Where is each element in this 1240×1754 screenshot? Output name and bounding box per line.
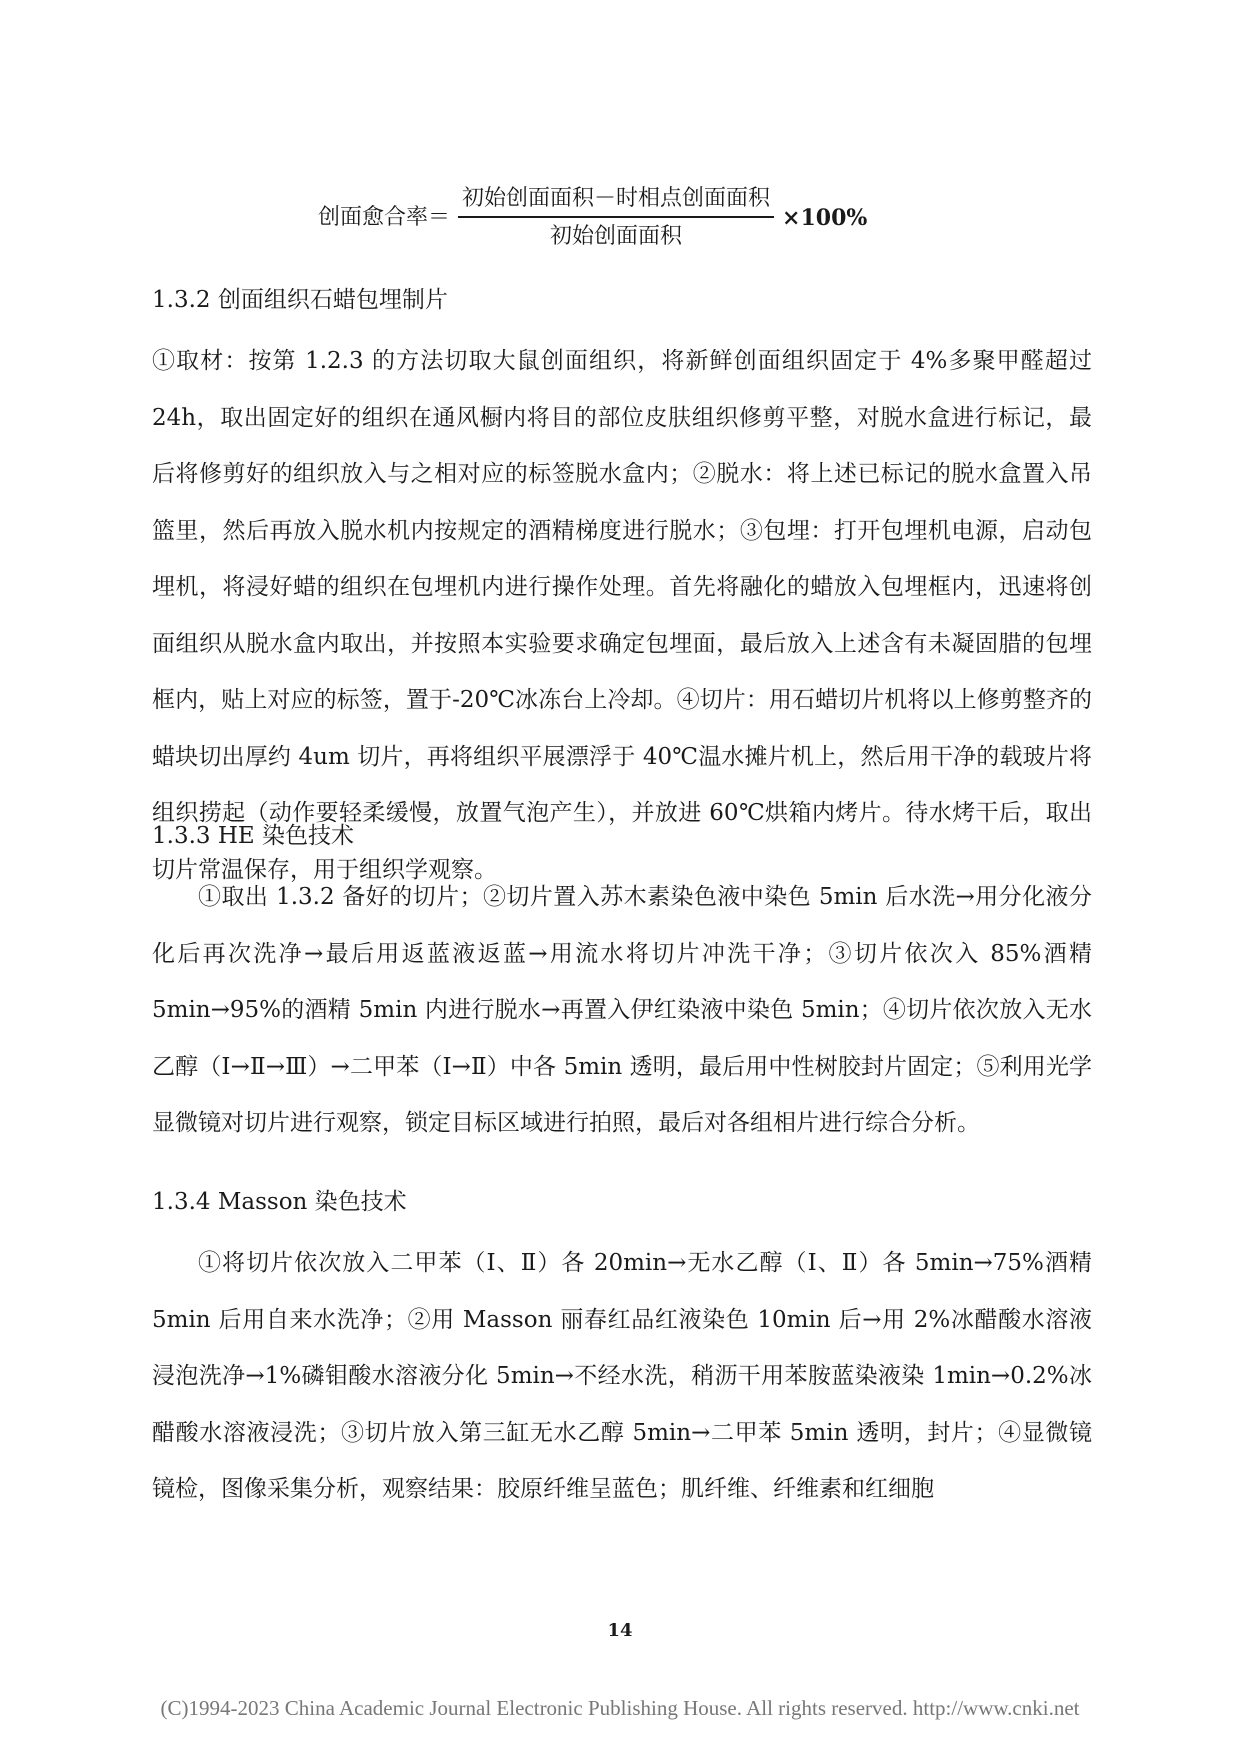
section-heading: 1.3.3 HE 染色技术: [152, 823, 354, 849]
formula-fraction: [458, 188, 774, 248]
section-body: ①取出 1.3.2 备好的切片；②切片置入苏木素染色液中染色 5min 后水洗→用分化液分化后再次洗净→最后用返蓝液返蓝→用流水将切片冲洗干净；③切片依次入 85%酒精 5min→95%的酒精 5min 内进行脱水→再置入伊红染液中染色 5min；④切片依次放入无水乙醇（Ⅰ→Ⅱ→Ⅲ）→二甲苯（Ⅰ→Ⅱ）中各 5min 透明，最后用中性树胶封片固定；⑤利用光学显微镜对切片进行观察，锁定目标区域进行拍照，最后对各组相片进行综合分析。: [152, 884, 1092, 1136]
wound-healing-rate-formula: [318, 188, 867, 248]
page-number: 14: [607, 1620, 633, 1641]
section-1-3-3: [152, 820, 1092, 1152]
section-heading: 1.3.4 Masson 染色技术: [152, 1189, 407, 1215]
section-body: ①将切片依次放入二甲苯（Ⅰ、Ⅱ）各 20min→无水乙醇（Ⅰ、Ⅱ）各 5min→75%酒精 5min 后用自来水洗净；②用 Masson 丽春红品红液染色 10min 后→用 2%冰醋酸水溶液浸泡洗净→1%磷钼酸水溶液分化 5min→不经水洗，稍沥干用苯胺蓝染液染 1min→0.2%冰醋酸水溶液浸洗；③切片放入第三缸无水乙醇 5min→二甲苯 5min 透明，封片；④显微镜镜检，图像采集分析，观察结果：胶原纤维呈蓝色；肌纤维、纤维素和红细胞: [152, 1250, 1092, 1502]
formula-denominator: 初始创面面积: [550, 224, 683, 249]
section-1-3-4: [152, 1186, 1092, 1518]
formula-lhs: 创面愈合率＝: [318, 205, 451, 230]
section-body: ①取材：按第 1.2.3 的方法切取大鼠创面组织，将新鲜创面组织固定于 4%多聚甲醛超过 24h，取出固定好的组织在通风橱内将目的部位皮肤组织修剪平整，对脱水盒进行标记，最后将修剪好的组织放入与之相对应的标签脱水盒内；②脱水：将上述已标记的脱水盒置入吊篮里，然后再放入脱水机内按规定的酒精梯度进行脱水；③包埋：打开包埋机电源，启动包埋机，将浸好蜡的组织在包埋机内进行操作处理。首先将融化的蜡放入包埋框内，迅速将创面组织从脱水盒内取出，并按照本实验要求确定包埋面，最后放入上述含有未凝固腊的包埋框内，贴上对应的标签，置于-20℃冰冻台上冷却。④切片：用石蜡切片机将以上修剪整齐的蜡块切出厚约 4um 切片，再将组织平展漂浮于 40℃温水摊片机上，然后用干净的载玻片将组织捞起（动作要轻柔缓慢，放置气泡产生），并放进 60℃烘箱内烤片。待水烤干后，取出切片常温保存，用于组织学观察。: [152, 348, 1092, 883]
formula-numerator: 初始创面面积－时相点创面面积: [462, 186, 771, 211]
copyright-footer: (C)1994-2023 China Academic Journal Electronic Publishing House. All rights reserved. http://www.cnki.net: [160, 1696, 1080, 1720]
formula-rhs: ×100%: [782, 205, 868, 231]
section-1-3-2: [152, 284, 1092, 898]
section-heading: 1.3.2 创面组织石蜡包埋制片: [152, 287, 448, 313]
